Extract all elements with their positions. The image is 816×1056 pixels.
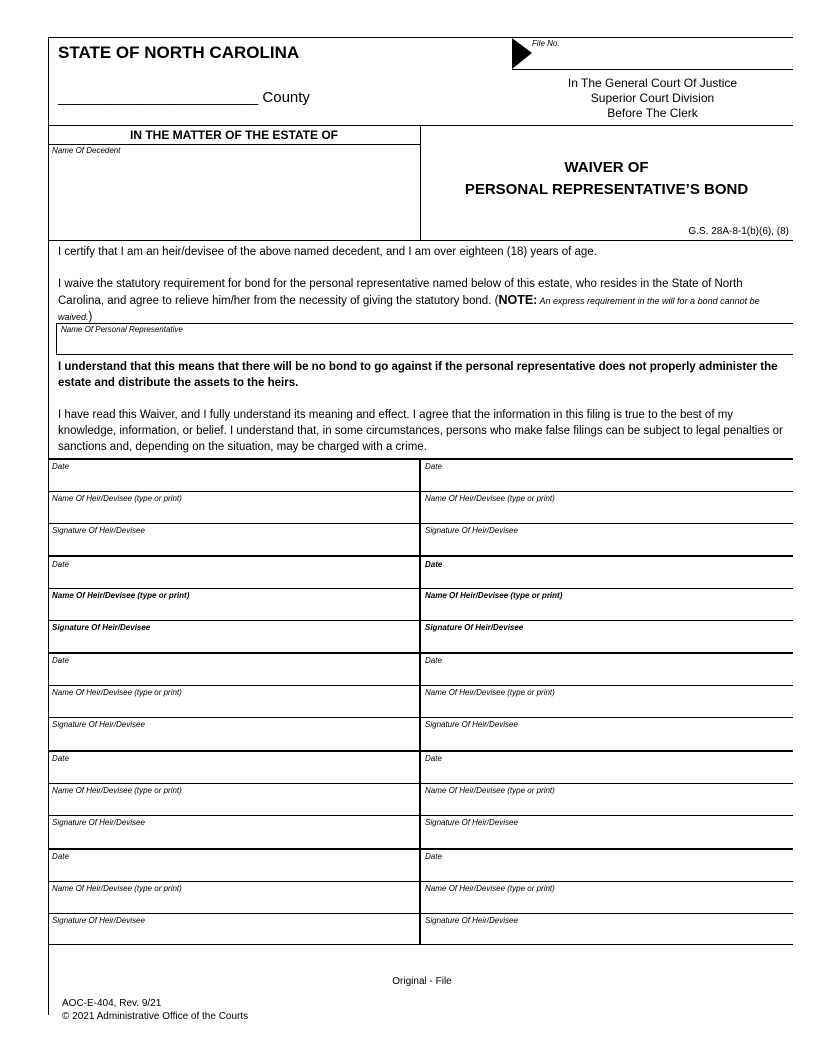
heir-name-label: Name Of Heir/Devisee (type or print): [52, 884, 182, 893]
attest-paragraph: I have read this Waiver, and I fully understand its meaning and effect. I agree that the information in this filing is true to the best of my knowledge, information, or belief. I understand that, in some circumstances, persons who make false filings can be subject to legal penalties or sanctions and, depending on the situation, may be charged with a crime.: [58, 409, 783, 453]
statute-ref: G.S. 28A-8-1(b)(6), (8): [688, 226, 789, 237]
heir-signature-label: Signature Of Heir/Devisee: [52, 720, 145, 729]
date-label: Date: [52, 560, 69, 569]
date-label: Date: [52, 754, 69, 763]
date-label: Date: [425, 852, 442, 861]
county-label: County: [262, 89, 310, 106]
court-line-3: Before The Clerk: [607, 106, 698, 120]
heir-name-label: Name Of Heir/Devisee (type or print): [52, 494, 182, 503]
grid-center-divider: [419, 458, 421, 945]
state-title: STATE OF NORTH CAROLINA: [58, 43, 300, 62]
certify-paragraph: I certify that I am an heir/devisee of the above named decedent, and I am over eighteen (18) years of age.: [58, 246, 597, 258]
heir-signature-label: Signature Of Heir/Devisee: [52, 818, 145, 827]
estate-title-line: [48, 144, 420, 145]
heir-name-label: Name Of Heir/Devisee (type or print): [52, 591, 190, 600]
file-no-arrow-icon: [512, 38, 534, 70]
waive-paragraph: [58, 276, 786, 325]
personal-rep-label: Name Of Personal Representative: [61, 325, 183, 334]
heir-signature-label: Signature Of Heir/Devisee: [52, 526, 145, 535]
heir-name-label: Name Of Heir/Devisee (type or print): [425, 494, 555, 503]
estate-bottom-line: [48, 240, 793, 241]
form-title-line-1: WAIVER OF: [564, 159, 649, 176]
heir-signature-label: Signature Of Heir/Devisee: [52, 623, 151, 632]
court-line-1: In The General Court Of Justice: [567, 76, 738, 90]
heir-name-label: Name Of Heir/Devisee (type or print): [52, 688, 182, 697]
note-close: ): [88, 311, 93, 323]
estate-title: IN THE MATTER OF THE ESTATE OF: [130, 128, 338, 142]
copyright: © 2021 Administrative Office of the Courts: [62, 1011, 249, 1022]
form-title: [420, 157, 793, 201]
heir-name-label: Name Of Heir/Devisee (type or print): [425, 786, 555, 795]
waive-text: I waive the statutory requirement for bond for the personal representative named below of this estate, who resides in the State of North Carolina, and agree to relieve him/her from the necessity of giving the statutory bond. (: [58, 278, 743, 307]
date-label: Date: [52, 852, 69, 861]
understand-paragraph: I understand that this means that there will be no bond to go against if the personal representative does not properly administer the estate and distribute the assets to the heirs.: [58, 361, 778, 389]
left-border: [48, 37, 49, 1015]
county-field[interactable]: [58, 89, 310, 106]
form-title-line-2: PERSONAL REPRESENTATIVE’S BOND: [464, 181, 749, 198]
date-label: Date: [425, 462, 442, 471]
decedent-name-field[interactable]: [52, 158, 416, 236]
decedent-label: Name Of Decedent: [52, 146, 121, 155]
note-label: NOTE:: [498, 293, 538, 307]
date-label: Date: [425, 560, 443, 569]
date-label: Date: [425, 754, 442, 763]
heir-name-label: Name Of Heir/Devisee (type or print): [425, 591, 563, 600]
heir-signature-label: Signature Of Heir/Devisee: [52, 916, 145, 925]
heir-signature-label: Signature Of Heir/Devisee: [425, 720, 518, 729]
heir-signature-label: Signature Of Heir/Devisee: [425, 818, 518, 827]
date-label: Date: [52, 462, 69, 471]
note-text: An express requirement in the will for a bond cannot be waived.: [58, 296, 760, 322]
heir-name-label: Name Of Heir/Devisee (type or print): [52, 786, 182, 795]
date-label: Date: [425, 656, 442, 665]
file-no-line: [512, 69, 793, 70]
heir-name-label: Name Of Heir/Devisee (type or print): [425, 688, 555, 697]
file-no-field[interactable]: [535, 48, 793, 68]
date-label: Date: [52, 656, 69, 665]
heir-signature-label: Signature Of Heir/Devisee: [425, 526, 518, 535]
form-number: AOC-E-404, Rev. 9/21: [62, 998, 162, 1009]
top-border: [48, 37, 793, 38]
court-line-2: Superior Court Division: [590, 91, 715, 105]
personal-rep-box[interactable]: [56, 323, 793, 355]
county-blank: ________________________: [58, 89, 259, 106]
heir-name-label: Name Of Heir/Devisee (type or print): [425, 884, 555, 893]
court-block: [540, 76, 765, 121]
heir-signature-label: Signature Of Heir/Devisee: [425, 623, 524, 632]
file-no-label: File No.: [532, 39, 560, 48]
heir-signature-label: Signature Of Heir/Devisee: [425, 916, 518, 925]
distribution-note: Original - File: [392, 976, 452, 987]
